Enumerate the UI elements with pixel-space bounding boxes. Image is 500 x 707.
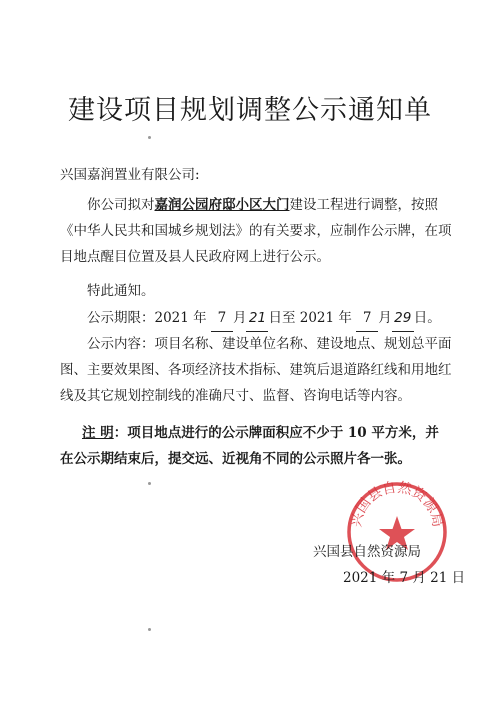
period-start-month: 7 <box>211 305 233 332</box>
period-day-char: 日。 <box>413 310 441 326</box>
seal-text: 兴国县自然资源局 <box>348 480 446 529</box>
note-text: ：项目地点进行的公示牌面积应不少于 10 平方米，并在公示期结束后，提交远、近视角不同的公示照片各一张。 <box>60 425 439 467</box>
body1-suffix: 建设工程进行调整，按照《中华人民共和国城乡规划法》的有关要求，应制作公示牌，在项目地点醒目位置及县人民政府网上进行公示。 <box>60 197 452 265</box>
signature-date: 2021 年 7 月 21 日 <box>343 570 466 586</box>
period-mid: 日至 2021 年 <box>268 310 352 326</box>
signature-org: 兴国县自然资源局 <box>313 544 421 560</box>
body-paragraph-1 <box>60 192 452 270</box>
period-month-char-2: 月 <box>378 310 392 326</box>
document-title: 建设项目规划调整公示通知单 <box>68 95 432 126</box>
period-end-day: 29 <box>392 305 414 332</box>
period-label: 公示期限： <box>87 310 155 326</box>
notice-line: 特此通知。 <box>87 283 155 299</box>
body1-prefix: 你公司拟对 <box>87 197 155 213</box>
period-line <box>87 305 479 332</box>
note-paragraph <box>60 420 452 472</box>
period-month-char: 月 <box>232 310 247 326</box>
period-end-month: 7 <box>356 305 378 332</box>
scan-speck <box>148 136 151 139</box>
period-start-year: 2021 年 <box>154 310 207 326</box>
note-label: 注 明 <box>82 425 114 441</box>
period-start-day: 21 <box>246 305 268 332</box>
salutation: 兴国嘉润置业有限公司: <box>60 167 200 183</box>
scan-speck <box>148 482 151 485</box>
content-paragraph: 公示内容：项目名称、建设单位名称、建设地点、规划总平面图、主要效果图、各项经济技术指标、建筑后退道路红线和用地红线及其它规划控制线的准确尺寸、监督、咨询电话等内容。 <box>60 336 452 404</box>
project-name: 嘉润公园府邸小区大门 <box>154 197 290 213</box>
scan-speck <box>148 628 151 631</box>
